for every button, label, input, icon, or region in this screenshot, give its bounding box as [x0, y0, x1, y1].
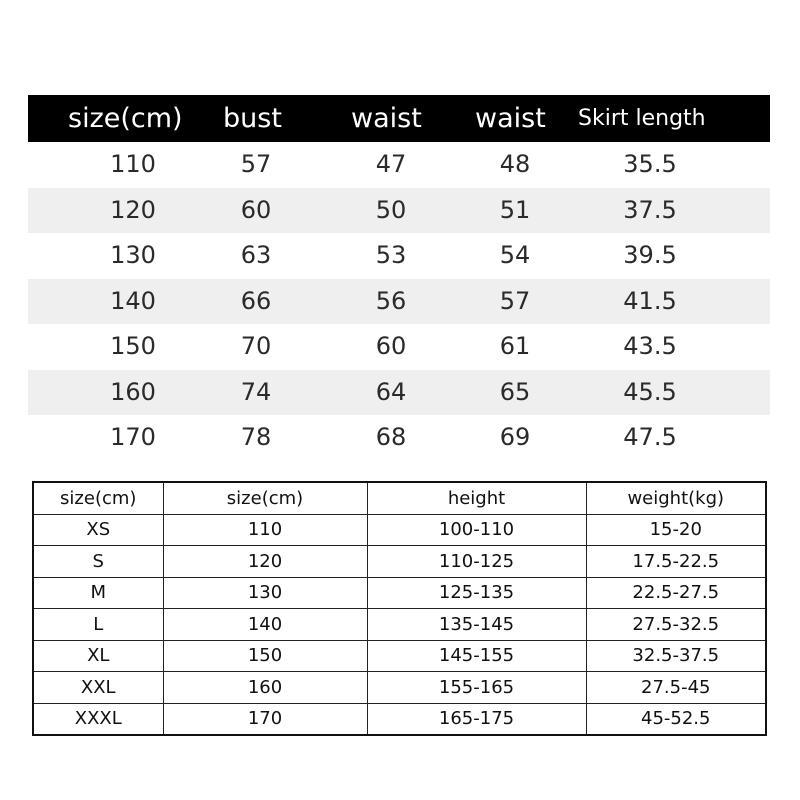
- table-cell: 170: [163, 703, 367, 735]
- header-waist: waist: [351, 103, 422, 134]
- table-cell: 35.5: [623, 150, 677, 178]
- header-size-cm: size(cm): [163, 482, 367, 514]
- table-cell: 57: [240, 150, 272, 178]
- header-weight: weight(kg): [586, 482, 766, 514]
- table-cell: 145-155: [367, 640, 586, 672]
- table-cell: XXXL: [33, 703, 163, 735]
- table-row: [33, 514, 766, 546]
- table-cell: 110-125: [367, 546, 586, 578]
- table-cell: 41.5: [623, 286, 677, 315]
- table-cell: 78: [240, 423, 272, 451]
- table-cell: 53: [375, 241, 407, 269]
- table-cell: 160: [110, 377, 156, 406]
- table-cell: 17.5-22.5: [586, 546, 766, 578]
- table-cell: 155-165: [367, 672, 586, 704]
- table-cell: 37.5: [623, 195, 677, 224]
- table-cell: 125-135: [367, 577, 586, 609]
- table-row: [28, 415, 770, 461]
- table-cell: 45-52.5: [586, 703, 766, 735]
- table-cell: 120: [110, 195, 156, 224]
- header-height: height: [367, 482, 586, 514]
- table-cell: 69: [499, 423, 531, 451]
- header-size: size(cm): [68, 103, 183, 134]
- table-cell: XXL: [33, 672, 163, 704]
- table-cell: 150: [163, 640, 367, 672]
- table-cell: 27.5-32.5: [586, 609, 766, 641]
- table-cell: 15-20: [586, 514, 766, 546]
- table-cell: 61: [499, 332, 531, 360]
- table-cell: 100-110: [367, 514, 586, 546]
- table-cell: 32.5-37.5: [586, 640, 766, 672]
- table-cell: 165-175: [367, 703, 586, 735]
- table-cell: 51: [499, 195, 531, 224]
- table-cell: 66: [240, 286, 272, 315]
- table-cell: 47.5: [623, 423, 677, 451]
- table-cell: 50: [375, 195, 407, 224]
- size-chart-measurements: [28, 95, 770, 461]
- table-cell: 110: [163, 514, 367, 546]
- header-size-label: size(cm): [33, 482, 163, 514]
- table-row: [33, 609, 766, 641]
- table-cell: 130: [110, 241, 156, 269]
- size-chart-header: [28, 95, 770, 142]
- table-row: [28, 370, 770, 416]
- table-cell: L: [33, 609, 163, 641]
- table-cell: 60: [375, 332, 407, 360]
- table-cell: 57: [499, 286, 531, 315]
- table-cell: 43.5: [623, 332, 677, 360]
- header-waist-2: waist: [475, 103, 546, 134]
- table-cell: M: [33, 577, 163, 609]
- table-cell: 68: [375, 423, 407, 451]
- header-skirt-length: Skirt length: [578, 106, 706, 131]
- table-row: [28, 142, 770, 188]
- table-cell: 130: [163, 577, 367, 609]
- table-cell: XS: [33, 514, 163, 546]
- table-cell: 150: [110, 332, 156, 360]
- table-header-row: [33, 482, 766, 514]
- table-cell: 120: [163, 546, 367, 578]
- table-cell: 135-145: [367, 609, 586, 641]
- table-row: [28, 233, 770, 279]
- table-cell: 140: [163, 609, 367, 641]
- table-row: [28, 324, 770, 370]
- table-cell: 160: [163, 672, 367, 704]
- table-cell: 74: [240, 377, 272, 406]
- table-cell: 64: [375, 377, 407, 406]
- table-row: [33, 546, 766, 578]
- table-row: [28, 188, 770, 234]
- table-cell: 56: [375, 286, 407, 315]
- table-cell: XL: [33, 640, 163, 672]
- header-bust: bust: [223, 103, 282, 134]
- table-cell: 170: [110, 423, 156, 451]
- table-cell: 140: [110, 286, 156, 315]
- table-row: [33, 672, 766, 704]
- table-cell: 65: [499, 377, 531, 406]
- table-cell: S: [33, 546, 163, 578]
- table-row: [33, 640, 766, 672]
- table-cell: 54: [499, 241, 531, 269]
- table-cell: 60: [240, 195, 272, 224]
- table-row: [33, 703, 766, 735]
- table-cell: 110: [110, 150, 156, 178]
- table-cell: 22.5-27.5: [586, 577, 766, 609]
- table-cell: 39.5: [623, 241, 677, 269]
- table-cell: 45.5: [623, 377, 677, 406]
- table-cell: 27.5-45: [586, 672, 766, 704]
- table-cell: 47: [375, 150, 407, 178]
- table-row: [28, 279, 770, 325]
- table-row: [33, 577, 766, 609]
- table-cell: 48: [499, 150, 531, 178]
- table-cell: 63: [240, 241, 272, 269]
- table-cell: 70: [240, 332, 272, 360]
- size-chart-body-fit: [32, 481, 767, 736]
